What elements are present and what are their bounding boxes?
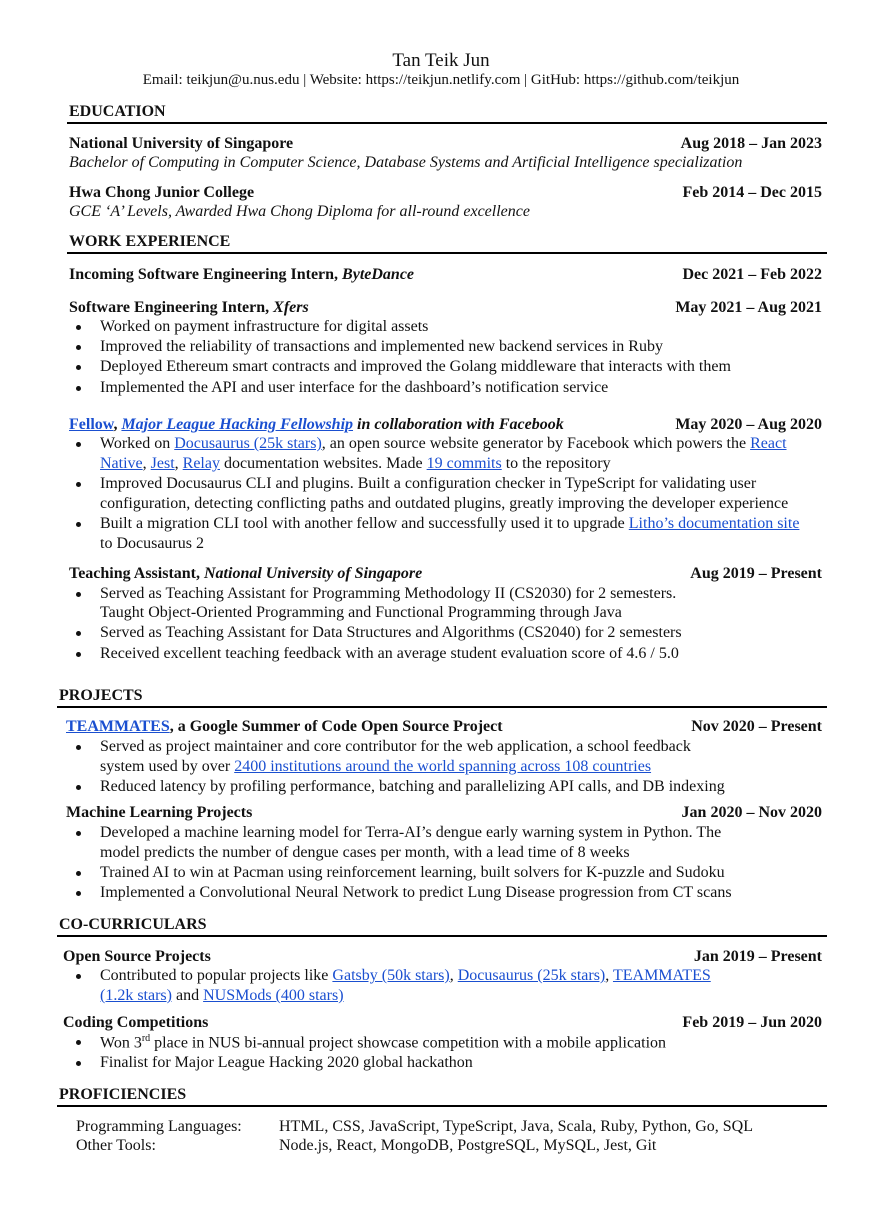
section-rule [67,122,827,124]
bullet-text: Finalist for Major League Hacking 2020 global hackathon [100,1054,473,1071]
gatsby-link[interactable]: Gatsby (50k stars) [332,967,450,984]
job-dates: Dec 2021 – Feb 2022 [682,266,822,283]
jest-link[interactable]: Jest [150,455,175,472]
activity-title: Coding Competitions [63,1014,209,1031]
website-link[interactable]: https://teikjun.netlify.com [365,72,521,88]
bullet-icon [76,974,81,979]
contact-line: Email: teikjun@u.nus.edu | Website: https://teikjun.netlify.com | GitHub: https://github.com/teikjun [142,72,740,88]
bullet-text: Served as project maintainer and core contributor for the web application, a school feedback [100,738,691,755]
job-dates: May 2020 – Aug 2020 [675,416,822,433]
bullet-text: Won 3rd place in NUS bi-annual project showcase competition with a mobile application [100,1033,667,1052]
bullet-text: Received excellent teaching feedback with an average student evaluation score of 4.6 / 5.0 [100,645,679,662]
mlh-fellowship-link[interactable]: Major League Hacking Fellowship [121,416,354,433]
bullet-text: Worked on payment infrastructure for digital assets [100,318,429,335]
bullet-text: configuration, detecting conflicting paths and outdated plugins, greatly improving the developer experience [100,495,789,512]
nusmods-link[interactable]: NUSMods (400 stars) [203,987,344,1004]
degree-detail: GCE ‘A’ Levels, Awarded Hwa Chong Diploma for all-round excellence [69,203,530,220]
bullet-text: Served as Teaching Assistant for Programming Methodology II (CS2030) for 2 semesters. [100,585,677,602]
bullet-icon [76,522,81,527]
bullet-icon [76,325,81,330]
section-rule [57,935,827,937]
bullet-text: Developed a machine learning model for Terra-AI’s dengue early warning system in Python. The [100,824,722,841]
project-dates: Jan 2020 – Nov 2020 [681,804,822,821]
institutions-link[interactable]: 2400 institutions around the world spanning across 108 countries [234,758,652,775]
fellow-link[interactable]: Fellow [69,416,114,433]
proficiency-label: Other Tools: [76,1137,156,1154]
litho-docs-link[interactable]: Litho’s documentation site [628,515,800,532]
activity-dates: Jan 2019 – Present [693,948,822,965]
bullet-text: Worked on Docusaurus (25k stars), an open source website generator by Facebook which powers the React [100,435,787,452]
docusaurus-link[interactable]: Docusaurus (25k stars) [457,967,606,984]
section-title-proficiencies: PROFICIENCIES [59,1086,187,1103]
project-dates: Nov 2020 – Present [691,718,822,735]
section-title-projects: PROJECTS [59,687,143,704]
job-dates: May 2021 – Aug 2021 [675,299,822,316]
bullet-icon [76,386,81,391]
bullet-text: Native, Jest, Relay documentation websites. Made 19 commits to the repository [100,455,611,472]
bullet-icon [76,652,81,657]
activity-title: Open Source Projects [63,948,211,965]
job-title: Software Engineering Intern, Xfers [69,299,309,316]
bullet-text: Implemented the API and user interface for the dashboard’s notification service [100,379,609,396]
relay-link[interactable]: Relay [182,455,220,472]
email-link[interactable]: teikjun@u.nus.edu [186,72,300,88]
school-name: National University of Singapore [69,135,294,152]
react-native-link[interactable]: Native [100,455,143,472]
school-dates: Aug 2018 – Jan 2023 [680,135,822,152]
candidate-name: Tan Teik Jun [392,50,490,71]
section-title-education: EDUCATION [69,103,166,120]
commits-link[interactable]: 19 commits [426,455,502,472]
bullet-icon [76,785,81,790]
job-title: Teaching Assistant, National University of Singapore [69,565,423,582]
bullet-text: Built a migration CLI tool with another fellow and successfully used it to upgrade Litho’s documentation site [100,515,800,532]
bullet-text: system used by over 2400 institutions around the world spanning across 108 countries [100,758,652,775]
bullet-text: Implemented a Convolutional Neural Network to predict Lung Disease progression from CT scans [100,884,732,901]
bullet-icon [76,745,81,750]
bullet-text: model predicts the number of dengue cases per month, with a lead time of 8 weeks [100,844,630,861]
bullet-icon [76,831,81,836]
section-rule [57,706,827,708]
bullet-icon [76,442,81,447]
github-link[interactable]: https://github.com/teikjun [583,72,740,88]
bullet-text: Served as Teaching Assistant for Data Structures and Algorithms (CS2040) for 2 semesters [100,624,682,641]
bullet-text: to Docusaurus 2 [100,535,204,552]
react-native-link[interactable]: React [750,435,787,452]
proficiency-value: HTML, CSS, JavaScript, TypeScript, Java, Scala, Ruby, Python, Go, SQL [279,1118,753,1135]
job-dates: Aug 2019 – Present [690,565,822,582]
bullet-icon [76,345,81,350]
teammates-link[interactable]: TEAMMATES [66,718,170,735]
proficiency-value: Node.js, React, MongoDB, PostgreSQL, MySQL, Jest, Git [279,1137,657,1154]
bullet-icon [76,482,81,487]
degree-detail: Bachelor of Computing in Computer Science, Database Systems and Artificial Intelligence specialization [69,154,743,171]
bullet-icon [76,1061,81,1066]
docusaurus-link[interactable]: Docusaurus (25k stars) [174,435,322,452]
bullet-icon [76,631,81,636]
proficiency-label: Programming Languages: [76,1118,242,1135]
school-name: Hwa Chong Junior College [69,184,255,201]
section-title-work: WORK EXPERIENCE [69,233,231,250]
bullet-text: Taught Object-Oriented Programming and Functional Programming through Java [100,604,622,621]
teammates-link[interactable]: (1.2k stars) [100,987,172,1004]
bullet-icon [76,365,81,370]
school-dates: Feb 2014 – Dec 2015 [682,184,822,201]
bullet-icon [76,1040,81,1045]
section-title-cocurriculars: CO-CURRICULARS [59,916,207,933]
section-rule [57,1105,827,1107]
activity-dates: Feb 2019 – Jun 2020 [682,1014,822,1031]
bullet-text: Improved the reliability of transactions and implemented new backend services in Ruby [100,338,663,355]
bullet-text: Reduced latency by profiling performance, batching and parallelizing API calls, and DB indexing [100,778,725,795]
bullet-text: Improved Docusaurus CLI and plugins. Built a configuration checker in TypeScript for validating user [100,475,757,492]
section-rule [67,252,827,254]
bullet-icon [76,871,81,876]
job-title: Incoming Software Engineering Intern, ByteDance [69,266,415,283]
project-title: TEAMMATES, a Google Summer of Code Open Source Project [66,718,503,735]
teammates-link[interactable]: TEAMMATES [612,967,711,984]
bullet-text: (1.2k stars) and NUSMods (400 stars) [100,987,344,1004]
bullet-icon [76,592,81,597]
bullet-text: Trained AI to win at Pacman using reinforcement learning, built solvers for K-puzzle and Sudoku [100,864,725,881]
bullet-text: Contributed to popular projects like Gatsby (50k stars), Docusaurus (25k stars), TEAMMATES [100,967,711,984]
bullet-icon [76,891,81,896]
bullet-text: Deployed Ethereum smart contracts and improved the Golang middleware that interacts with them [100,358,731,375]
job-title: Fellow, Major League Hacking Fellowship in collaboration with Facebook [69,416,564,433]
project-title: Machine Learning Projects [66,804,253,821]
